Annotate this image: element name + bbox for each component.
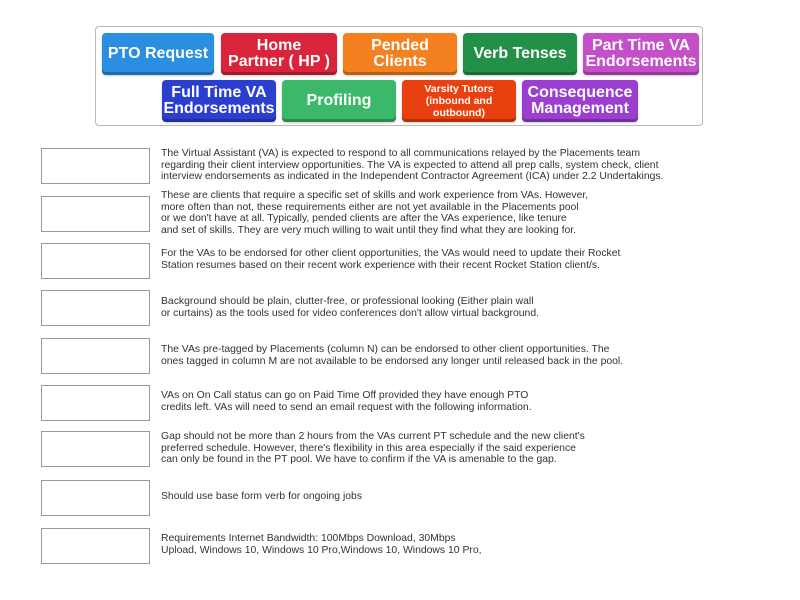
match-row [0,243,800,281]
tile-label: Verb Tenses [473,45,567,62]
tile-label: Pended Clients [371,37,429,70]
tile-full-time-va-endorsements[interactable] [162,80,276,122]
description-text: Requirements Internet Bandwidth: 100Mbps Download, 30Mbps Upload, Windows 10, Windows 10 Pro,Windows 10, Windows 10 Pro, [161,533,482,556]
tile-consequence-management[interactable] [522,80,638,122]
tile-label: Profiling [306,92,372,109]
tile-label: Full Time VA Endorsements [163,84,275,117]
description-text: The Virtual Assistant (VA) is expected to respond to all communications relayed by the Placements team regarding their client interview opportunities. The VA is expected to attend all prep calls, system check, client interview endorsements as indicated in the Independent Contractor Agreement (ICA) under 2.2 Undertakings. [161,148,664,183]
drop-zone[interactable] [41,338,150,374]
tile-home-partner[interactable] [221,33,337,75]
match-row [0,431,800,469]
tile-verb-tenses[interactable] [463,33,577,75]
drop-zone[interactable] [41,290,150,326]
drop-zone[interactable] [41,528,150,564]
tile-varsity-tutors[interactable] [402,80,516,122]
tile-pto-request[interactable] [102,33,214,75]
drop-zone[interactable] [41,480,150,516]
drop-zone[interactable] [41,148,150,184]
drop-zone[interactable] [41,243,150,279]
match-row [0,338,800,376]
match-row [0,528,800,566]
tile-profiling[interactable] [282,80,396,122]
answer-tile-bank [95,26,703,126]
drop-zone[interactable] [41,431,150,467]
tile-label: Consequence Management [527,84,633,117]
drop-zone[interactable] [41,196,150,232]
description-text: For the VAs to be endorsed for other client opportunities, the VAs would need to update their Rocket Station resumes based on their recent work experience with their recent Rocket Station client/s. [161,248,621,271]
match-row [0,290,800,328]
tile-part-time-va-endorsements[interactable] [583,33,699,75]
tile-label: Part Time VA Endorsements [585,37,697,70]
match-row [0,480,800,518]
tile-pended-clients[interactable] [343,33,457,75]
tile-label: Home Partner ( HP ) [228,37,330,70]
description-text: Should use base form verb for ongoing jobs [161,491,363,502]
tile-label: Varsity Tutors (inbound and outbound) [424,83,494,119]
description-text: Gap should not be more than 2 hours from the VAs current PT schedule and the new client's preferred schedule. However, there's flexibility in this area especially if the said experience can only be found in the PT pool. We have to confirm if the VA is amenable to the gap. [161,431,585,466]
description-text: These are clients that require a specific set of skills and work experience from VAs. However, more often than not, these requirements either are not yet available in the Placements pool or we don't have at all. Typically, pended clients are after the VAs experience, like tenure and set of skills. They are very much willing to wait until they find what they are looking for. [161,190,589,237]
match-row [0,190,800,237]
description-text: Background should be plain, clutter-free, or professional looking (Either plain wall or curtains) as the tools used for video conferences don't allow virtual background. [161,296,539,319]
drop-zone[interactable] [41,385,150,421]
match-row [0,148,800,186]
description-text: The VAs pre-tagged by Placements (column N) can be endorsed to other client opportunities. The ones tagged in column M are not available to be endorsed any longer until released back in the pool. [161,344,624,367]
description-text: VAs on On Call status can go on Paid Time Off provided they have enough PTO credits left. VAs will need to send an email request with the following information. [161,390,532,413]
match-row [0,385,800,423]
tile-label: PTO Request [107,45,209,62]
